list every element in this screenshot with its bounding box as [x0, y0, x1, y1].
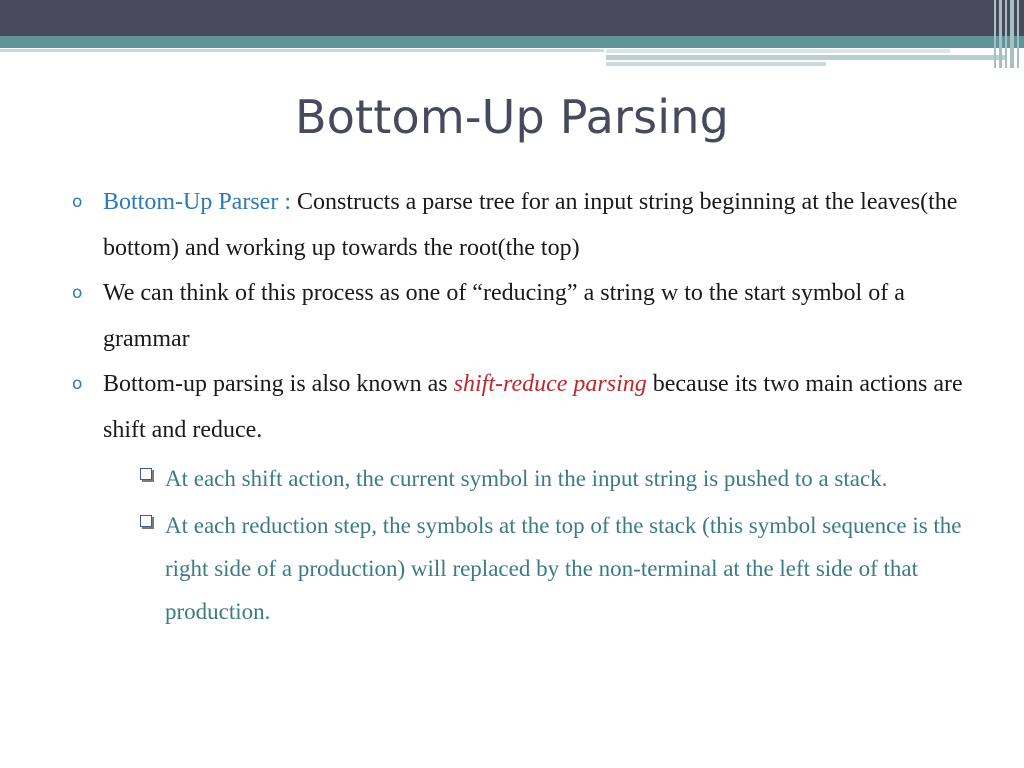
slide-title: Bottom-Up Parsing	[294, 90, 730, 144]
checkbox-bullet-icon	[140, 468, 152, 480]
sub-bullet-text: At each reduction step, the symbols at the top of the stack (this symbol sequence is the right side of a production) will replaced by the non-terminal at the left side of that production.	[165, 513, 962, 624]
header-rule	[606, 62, 826, 66]
bullet-text: Bottom-up parsing is also known as	[103, 371, 454, 397]
slide-body	[72, 180, 972, 633]
bullet-item	[72, 362, 972, 453]
sub-bullet-item	[138, 457, 972, 500]
bullet-item	[72, 271, 972, 362]
circle-bullet-icon: o	[72, 374, 83, 394]
bullet-text: Constructs a parse tree for an input string beginning at the leaves(the bottom) and working up towards the root(the top)	[103, 189, 958, 261]
header-rule	[606, 55, 1006, 60]
sub-bullet-text: At each shift action, the current symbol in the input string is pushed to a stack.	[165, 466, 888, 491]
bullet-text: We can think of this process as one of “reducing” a string w to the start symbol of a grammar	[103, 280, 905, 352]
bullet-term: Bottom-Up Parser :	[103, 189, 297, 215]
header-rule	[0, 49, 604, 52]
header-band-teal	[0, 36, 1024, 48]
header-rule	[606, 49, 950, 53]
circle-bullet-icon: o	[72, 283, 83, 303]
bullet-item	[72, 180, 972, 271]
circle-bullet-icon: o	[72, 192, 83, 212]
header-stripes	[994, 0, 1024, 68]
bullet-text: because its two main actions are shift and reduce.	[103, 371, 963, 443]
sub-bullet-item	[138, 504, 972, 633]
bullet-emphasis: shift-reduce parsing	[453, 371, 647, 397]
checkbox-bullet-icon	[140, 515, 152, 527]
header-band-dark	[0, 0, 1024, 36]
